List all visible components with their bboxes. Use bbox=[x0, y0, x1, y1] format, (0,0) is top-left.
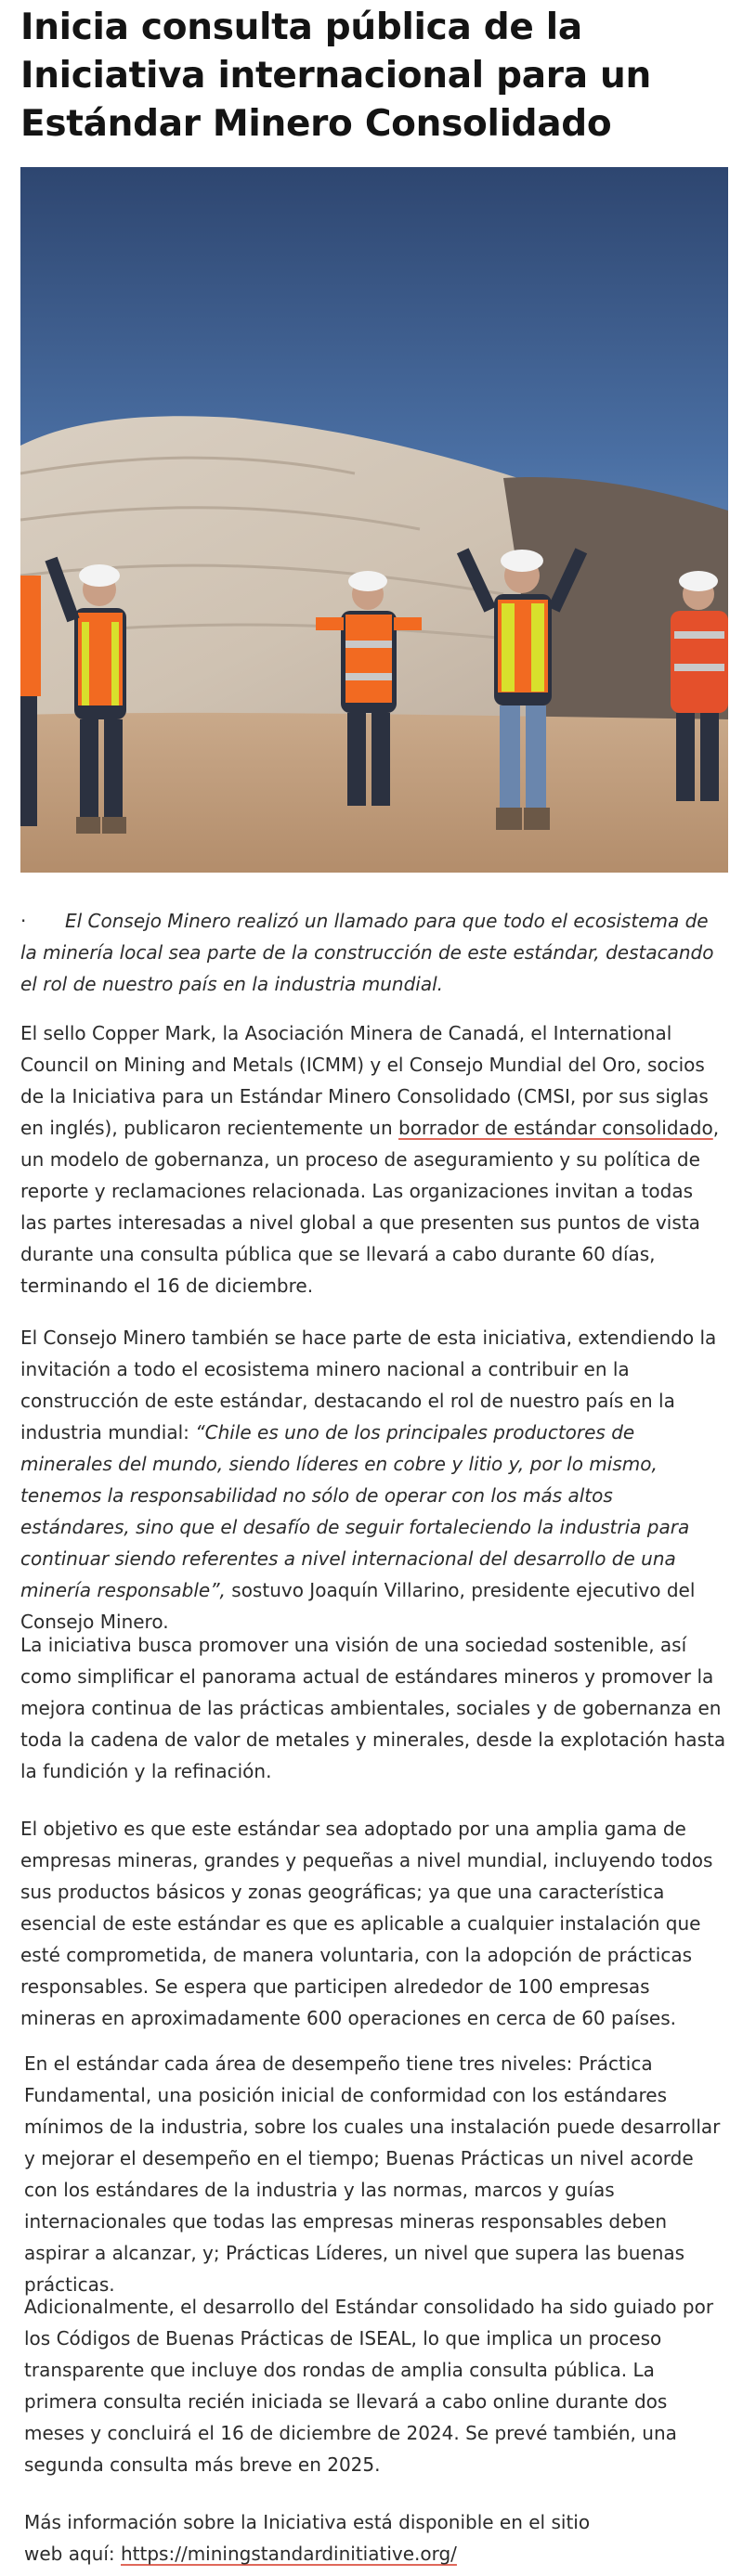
draft-standard-link[interactable]: borrador de estándar consolidado bbox=[398, 1117, 713, 1139]
mining-workers-photo bbox=[20, 167, 728, 873]
paragraph-6: Adicionalmente, el desarrollo del Estándar consolidado ha sido guiado por los Códigos de Buenas Prácticas de ISEAL, lo que implica un proceso transparente que incluye dos rondas de amplia consulta pública. La primera consulta recién iniciada se llevará a cabo online durante dos meses y concluirá el 16 de diciembre de 2024. Se prevé también, una segunda consulta más breve en 2025. bbox=[24, 2296, 714, 2476]
paragraph-4: El objetivo es que este estándar sea adoptado por una amplia gama de empresas mineras, grandes y pequeñas a nivel mundial, incluyendo todos sus productos básicos y zonas geográficas; ya que una característica esencial de este estándar es que es aplicable a cualquier instalación que esté comprometida, de manera voluntaria, con la adopción de prácticas responsables. Se espera que participen alrededor de 100 empresas mineras en aproximadamente 600 operaciones en cerca de 60 países. bbox=[20, 1818, 713, 2029]
paragraph-3: La iniciativa busca promover una visión de una sociedad sostenible, así como simplificar el panorama actual de estándares mineros y promover la mejora continua de las prácticas ambientales, sociales y de gobernanza en toda la cadena de valor de metales y minerales, desde la explotación hasta la fundición y la refinación. bbox=[20, 1634, 726, 1782]
article-lead bbox=[20, 905, 726, 1000]
article-title: Inicia consulta pública de la Iniciativa internacional para un Estándar Minero Consolidado bbox=[20, 6, 651, 145]
paragraph-1: El sello Copper Mark, la Asociación Minera de Canadá, el International Council on Mining and Metals (ICMM) y el Consejo Mundial del Oro, socios de la Iniciativa para un Estándar Minero Consolidado (CMSI, por sus siglas en inglés), publicaron recientemente un borrador de estándar consolidado, un modelo de gobernanza, un proceso de aseguramiento y su política de reporte y reclamaciones relacionada. Las organizaciones invitan a todas las partes interesadas a nivel global a que presenten sus puntos de vista durante una consulta pública que se llevará a cabo durante 60 días, terminando el 16 de diciembre. bbox=[20, 1022, 720, 1297]
paragraph-7: Más información sobre la Iniciativa está disponible en el sitio web aquí: https://miningstandardinitiative.org/ bbox=[24, 2511, 591, 2565]
lead-bullet: · bbox=[20, 910, 27, 932]
villarino-quote: “Chile es uno de los principales productores de minerales del mundo, siendo líderes en cobre y litio y, por lo mismo, tenemos la responsabilidad no sólo de operar con los más altos estándares, sino que el desafío de seguir fortaleciendo la industria para continuar siendo referentes a nivel internacional del desarrollo de una minería responsable”, bbox=[20, 1421, 690, 1601]
mining-standard-website-link[interactable]: https://miningstandardinitiative.org/ bbox=[121, 2543, 457, 2565]
paragraph-2: El Consejo Minero también se hace parte de esta iniciativa, extendiendo la invitación a todo el ecosistema minero nacional a contribuir en la construcción de este estándar, destacando el rol de nuestro país en la industria mundial: “Chile es uno de los principales productores de minerales del mundo, siendo líderes en cobre y litio y, por lo mismo, tenemos la responsabilidad no sólo de operar con los más altos estándares, sino que el desafío de seguir fortaleciendo la industria para continuar siendo referentes a nivel internacional del desarrollo de una minería responsable”, sostuvo Joaquín Villarino, presidente ejecutivo del Consejo Minero. bbox=[20, 1327, 717, 1633]
lead-text: El Consejo Minero realizó un llamado para que todo el ecosistema de la minería local sea parte de la construcción de este estándar, destacando el rol de nuestro país en la industria mundial. bbox=[20, 910, 714, 995]
paragraph-5: En el estándar cada área de desempeño tiene tres niveles: Práctica Fundamental, una posición inicial de conformidad con los estándares mínimos de la industria, sobre los cuales una instalación puede desarrollar y mejorar el desempeño en el tiempo; Buenas Prácticas un nivel acorde con los estándares de la industria y las normas, marcos y guías internacionales que todas las empresas mineras responsables deben aspirar a alcanzar, y; Prácticas Líderes, un nivel que supera las buenas prácticas. bbox=[24, 2052, 721, 2296]
